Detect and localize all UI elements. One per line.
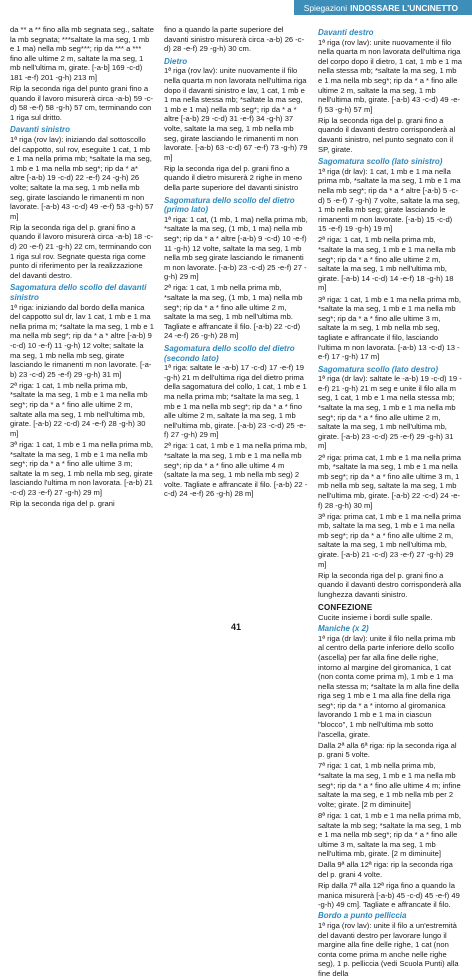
section-heading: Sagomatura dello scollo del dietro (secondo lato) (164, 344, 295, 363)
paragraph: 1ª riga: saltate le -a-b) 17 -c-d) 17 -e-f) 19 -g-h) 21 m dell'ultima riga del dietro prima della sagomatura del collo, 1 cat, 1 mb e 1 ma nella prima mb; *saltate la ma seg, 1 mb e 1 ma nella mb seg*; rip da * a * fino alle ultime 2 m, saltate la ma seg, 1 mb nell'ultima mb, girate. [-a-b) 23 -c-d) 25 -e-f) 27 -g-h) 29 m] (164, 363, 307, 440)
section-heading: Davanti sinistro (10, 125, 71, 135)
paragraph: Rip la seconda riga del p. grani fino a quando il lavoro misurerà circa -a-b) 18 -c-d) 20 -e-f) 21 -g-h) 22 cm, terminando con 1 riga sul rov. Segnate questa riga come punto di riferimento per la realizzazione del davanti destro. (10, 222, 154, 280)
section-title: CONFEZIONE (318, 603, 373, 613)
paragraph: 3ª riga: 1 cat, 1 mb e 1 ma nella prima mb, *saltate la ma seg, 1 mb e 1 ma nella mb seg*; rip da * a * fino alle ultime 3 m, saltate la m seg, 1 mb nella mb seg, tagliate e affrancate il filo, lasciando l'ultima m non lavorata. [-a-b) 13 -c-d) 13 -e-f) 17 -g-h) 17 m] (318, 294, 461, 362)
magazine-title: INDOSSARE L'UNCINETTO (350, 2, 458, 13)
paragraph: 1ª riga (dr lav): 1 cat, 1 mb e 1 ma nella prima mb, *saltate la ma seg, 1 mb e 1 ma nella mb seg*; rip da * a * altre [-a-b) 5 -c-d) 5 -e-f) 7 -g-h) 7 volte, saltate la ma seg, 1 mb nella mb seg; girate lasciando le rimanenti m non lavorate. [-a-b) 15 -c-d) 15 -e-f) 19 -g-h) 19 m] (318, 166, 461, 234)
paragraph: 2ª riga: 1 cat, 1 mb nella prima mb, *saltate la ma seg, 1 mb e 1 ma nella mb seg*; rip da * a * fino alle ultime 2 m, saltate alla ma seg, 1 mb nell'ultima mb, girate. [-a-b) 22 -c-d) 24 -e-f) 28 -g-h) 30 m] (10, 380, 148, 438)
paragraph: 1ª riga (rov lav): unite nuovamente il filo nella quarta m non lavorata dell'ultima riga del corpo dopo il dietro, 1 cat, 1 mb e 1 ma nella stessa mb; *saltate la ma seg, 1 mb e 1 ma nella mb seg*; rip da * a * fino alle ultime 2 m, saltate la ma seg, 1 mb nell'ultima mb, girate. [-a-b) 43 -c-d) 49 -e-f) 53 -g-h) 57 m] (318, 37, 462, 114)
paragraph: Rip la seconda riga del p. grani fino a quando il davanti destro corrisponderà alla lunghezza davanti sinistro. (318, 570, 462, 599)
paragraph: 1ª riga: iniziando dal bordo della manica del cappotto sul dr, lav 1 cat, 1 mb e 1 ma nella prima m; *saltate la ma seg, 1 mb e 1 ma nella mb seg*; rip da * a * altre [-a-b) 9 -c-d) 10 -e-f) 11 -g-h) 12 volte; saltate la ma seg, 1 mb nella mb seg, girate lasciando le rimanenti m non lavorate. [-a-b) 23 -c-d) 25 -e-f) 29 -g-h) 31 m] (10, 302, 154, 379)
paragraph: 2ª riga: 1 cat, 1 mb nella prima mb, *saltate la ma seg, (1 mb, 1 ma) nella mb seg*; rip da * a * fino alle ultime 2 m, saltate la ma seg, 1 mb nell'ultima mb. Tagliate e affrancate il filo. [-a-b) 22 -c-d) 24 -e-f) 26 -g-h) 28 m] (164, 283, 303, 341)
paragraph: Dalla 2ª alla 6ª riga: rip la seconda riga al p. grani 5 volte. (318, 740, 457, 760)
sub-heading: Bordo a punto pelliccia (318, 911, 407, 921)
page-number: 41 (230, 622, 241, 632)
paragraph: 2ª riga: 1 cat, 1 mb nella prima mb, *saltate la ma seg, 1 mb e 1 ma nella mb seg*; rip da * a * fino alle ultime 2 m, saltate la ma seg, 1 mb nell'ultima mb, girate. [-a-b) 14 -c-d) 14 -e-f) 18 -g-h) 18 m] (318, 235, 456, 293)
section-heading: Dietro (164, 56, 188, 66)
paragraph: 1ª riga (rov lav): unite nuovamente il filo nella quarta m non lavorata nell'ultima riga dopo il davanti sinistro e lav, 1 cat, 1 mb e 1 ma nella stessa mb; *saltate la ma seg, 1 mb e 1 ma) nella mb seg*; rip da * a * altre [-a-b) 29 -c-d) 31 -e-f) 34 -g-h) 37 volte, saltate la ma seg, 1 mb nella mb seg, girate lasciando le rimanenti m non lavorate. [-a-b) 63 -c-d) 67 -e-f) 73 -g-h) 79 m] (164, 66, 308, 162)
paragraph: 7ª riga: 1 cat, 1 mb nella prima mb, *saltate la ma seg, 1 mb e 1 ma nella mb seg*; rip da * a * fino alle ultime 4 m; infine saltate la ma seg, e 1 mb nella mb per 2 volte; girate. [2 m diminuite] (318, 761, 461, 809)
paragraph: 2ª riga: 1 cat, 1 mb e 1 ma nella prima mb, *saltate la ma seg, 1 mb e 1 ma nella mb seg*; rip da * a * fino alle ultime 4 m (saltate la ma seg, 1 mb nella mb seg) 2 volte. Tagliate e affrancate il filo. [-a-b) 22 -c-d) 24 -e-f) 26 -g-h) 28 m] (164, 441, 308, 499)
section-heading: Sagomatura dello scollo del dietro (primo lato) (164, 195, 295, 215)
paragraph: 3ª riga: prima cat, 1 mb e 1 ma nella prima mb, saltate la ma seg, 1 mb e 1 ma nella mb seg*; rip da * a * fino alle ultime 2 m, saltate la ma seg, 1 mb nell'ultima mb, girate. [-a-b) 21 -c-d) 23 -e-f) 27 -g-h) 29 m] (318, 511, 461, 569)
paragraph: 1ª riga (rov lav): iniziando dal sottoscollo del cappotto, sul rov, eseguite 1 cat, 1 mb e 1 ma nella prima mb; *saltate la ma seg, 1 mb e 1 ma nella mb seg*; rip da * a* altre [-a-b) 19 -c-d) 22 -e-f) 24 -g-h) 26 volte; saltate la ma seg, 1 mb nella mb seg, girate lasciando le rimanenti m non lavorate. [-a-b) 43 -c-d) 49 -e-f) 53 -g-h) 57 m] (10, 135, 154, 221)
paragraph: 8ª riga: 1 cat, 1 mb e 1 ma nella prima mb, saltate la mb seg; *saltate la ma seg, 1 mb e 1 ma nella mb seg*; rip da * a * fino alle ultime 3 m, saltate la ma seg, 1 mb nell'ultima mb, girate. [2 m diminuite] (318, 810, 462, 859)
paragraph: 1ª riga: 1 cat, (1 mb, 1 ma) nella prima mb, *saltate la ma seg, (1 mb, 1 ma) nella mb seg*; rip da * a * altre [-a-b) 9 -c-d) 10 -e-f) 11 -g-h) 12 volte, saltate la ma seg, 1 mb nella mb seg girate lasciando le rimanenti m non lavorate. [-a-b) 23 -c-d) 25 -e-f) 27 -g-h) 29 m] (164, 214, 308, 282)
paragraph: fino a quando la parte superiore del davanti sinistro misurerà circa -a-b) 26 -c-d) 28 -e-f) 29 -g-h) 30 cm. (164, 25, 305, 54)
section-heading: Davanti destro (318, 28, 374, 37)
section-heading: Sagomatura scollo (lato sinistro) (318, 157, 443, 167)
column-3 (318, 25, 462, 980)
section-band (294, 0, 472, 15)
section-heading: Sagomatura dello scollo del davanti sinistro (10, 283, 147, 303)
paragraph: Rip dalla 7ª alla 12ª riga fino a quando la manica misurerà [-a-b) 45 -c-d) 45 -e-f) 49 -g-h) 49 cm]. Tagliate e affrancate il filo. (318, 881, 460, 910)
column-2 (164, 25, 308, 980)
paragraph: 2ª riga: prima cat, 1 mb e 1 ma nella prima mb, *saltate la ma seg, 1 mb e 1 ma nella mb seg*; rip da * a * fino alle ultime 3 m, 1 mb nella mb seg, saltate la ma seg, 1 mb nell'ultima mb, girate. [-a-b) 22 -c-d) 24 -e-f) 28 -g-h) 30 m] (318, 452, 461, 510)
paragraph: Rip la seconda riga del p. grani (10, 499, 115, 508)
sub-heading: Maniche (x 2) (318, 624, 369, 634)
paragraph: 1ª riga (dr lav): unite il filo nella prima mb al centro della parte inferiore dello scollo (ascella) per far alla fine delle righe, intorno al margine del giromanica, 1 cat (non conta come prima m), 1 mb e 1 ma nella stessa m; *saltate la m alla fine della riga seg 1 mb e 1 ma alla fine della riga seg*; rip da * a * intorno al giromanica lavorando 1 mb e 1 ma in ciascun "blocco", 1 mb nell'ultima mb sotto l'ascella, girate. (318, 633, 459, 739)
section-heading: Sagomatura scollo (lato destro) (318, 364, 439, 374)
page-header (0, 0, 472, 15)
column-1 (10, 25, 154, 980)
paragraph: Rip la seconda riga del p. grani fino a quando il davanti destro corrisponderà al davanti sinistro, nel punto segnato con il SP, girate. (318, 115, 456, 154)
paragraph: da ** a ** fino alla mb segnata seg., saltate la mb segnata; ***saltate la ma seg, 1 mb e 1 ma) nella mb seg***; rip da *** a *** fino alle ultime 2 m, saltate la ma seg, 1 mb nell'ultima m, girate. [-a-b] 169 -c-d) 181 -e-f) 201 -g-h) 213 m] (10, 25, 154, 82)
paragraph: 1ª riga (rov lav): unite il filo a un'estremità del davanti destro per lavorare lungo il margine alla fine delle righe, 1 cat (non conta come prima m anche nelle righe seg), 1 p. pelliccia (vedi Scuola Punti) alla fine della (318, 920, 459, 978)
paragraph: 1ª riga (dr lav): saltate le -a-b) 19 -c-d) 19 -e-f) 21 -g-h) 21 m seg e unite il filo alla m seg, 1 cat, 1 mb e 1 ma nella stessa mb; *saltate la ma seg, 1 mb e 1 ma nella mb seg*; rip da * a * fino alle ultime 2 m, saltate la ma seg, 1 mb nell'ultima mb, girate. [-a-b) 23 -c-d) 25 -e-f) 29 -g-h) 31 m] (318, 374, 462, 451)
paragraph: Dalla 9ª alla 12ª riga: rip la seconda riga del p. grani 4 volte. (318, 860, 453, 879)
paragraph: Rip la seconda riga del punto grani fino a quando il lavoro misurerà circa -a-b) 59 -c-d) 58 -e-f) 58 -g-h) 57 cm, terminando con 1 riga sul dritto. (10, 84, 154, 122)
section-label: Spiegazioni (303, 2, 348, 13)
paragraph: 3ª riga: 1 cat, 1 mb e 1 ma nella prima mb, *saltate la ma seg, 1 mb e 1 ma nella mb seg*; rip da * a * fino alle ultime 3 m; saltate la m seg, 1 mb nella mb seg, girate lasciando l'ultima m non lavorata. [-a-b) 21 -c-d) 23 -e-f) 27 -g-h) 29 m] (10, 439, 153, 497)
paragraph: Rip la seconda riga del p. grani fino a quando il dietro misurerà 2 righe in meno della parte superiore del davanti sinistro (164, 163, 303, 192)
paragraph: Cucite insieme i bordi sulle spalle. (318, 613, 433, 623)
